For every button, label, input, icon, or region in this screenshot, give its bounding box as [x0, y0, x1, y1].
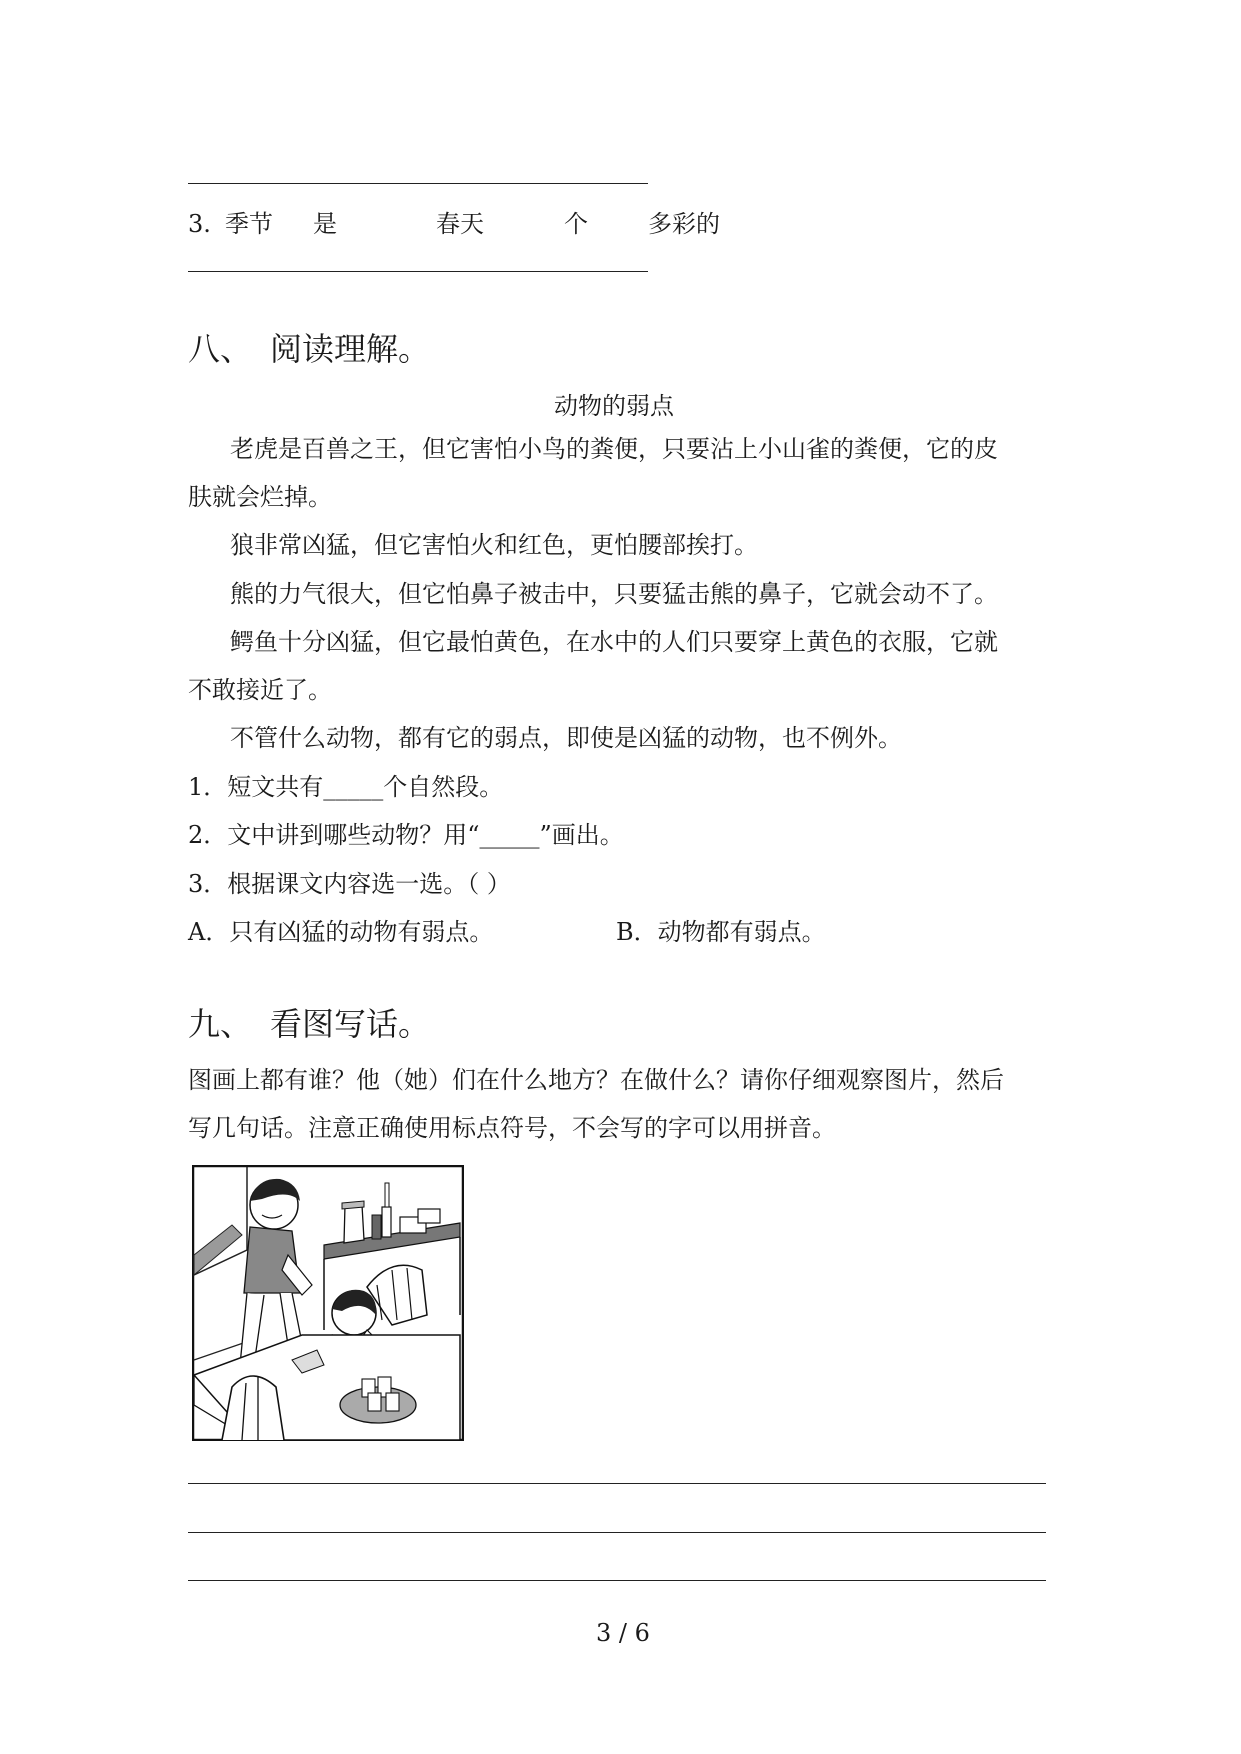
- passage-paragraph: 老虎是百兽之王，但它害怕小鸟的粪便，只要沾上小山雀的粪便，它的皮: [230, 435, 998, 463]
- instruction-line: 图画上都有谁？他（她）们在什么地方？在做什么？请你仔细观察图片，然后: [188, 1066, 1004, 1094]
- passage-paragraph: 不敢接近了。: [188, 676, 332, 704]
- answer-line: [188, 183, 648, 184]
- word-block: 春天: [436, 210, 484, 238]
- writing-line: [188, 1483, 1046, 1484]
- instruction-line: 写几句话。注意正确使用标点符号，不会写的字可以用拼音。: [188, 1114, 836, 1142]
- page-number: 3 / 6: [596, 1619, 650, 1647]
- section8-heading-number: 八、: [188, 330, 253, 368]
- word-block: 季节: [225, 210, 273, 238]
- passage-paragraph: 鳄鱼十分凶猛，但它最怕黄色，在水中的人们只要穿上黄色的衣服，它就: [230, 628, 998, 656]
- picture-illustration: [192, 1165, 464, 1441]
- passage-paragraph: 不管什么动物，都有它的弱点，即使是凶猛的动物，也不例外。: [230, 724, 902, 752]
- section9-heading-number: 九、: [188, 1005, 253, 1043]
- word-block: 多彩的: [648, 210, 720, 238]
- option-b: B．动物都有弱点。: [616, 918, 826, 946]
- question: 3．根据课文内容选一选。（ ）: [188, 870, 511, 898]
- section8-heading: 阅读理解。: [270, 330, 431, 368]
- section9-heading: 看图写话。: [270, 1005, 431, 1043]
- q7-item3-number: 3.: [188, 210, 211, 238]
- writing-line: [188, 1532, 1046, 1533]
- writing-line: [188, 1580, 1046, 1581]
- question: 1．短文共有_____个自然段。: [188, 773, 504, 801]
- passage-paragraph: 熊的力气很大，但它怕鼻子被击中，只要猛击熊的鼻子，它就会动不了。: [230, 580, 998, 608]
- option-a: A．只有凶猛的动物有弱点。: [188, 918, 494, 946]
- answer-line: [188, 271, 648, 272]
- word-block: 个: [564, 210, 588, 238]
- word-block: 是: [313, 210, 337, 238]
- passage-paragraph: 狼非常凶猛，但它害怕火和红色，更怕腰部挨打。: [230, 531, 758, 559]
- question: 2．文中讲到哪些动物？用“_____”画出。: [188, 821, 624, 849]
- passage-paragraph: 肤就会烂掉。: [188, 483, 332, 511]
- passage-title: 动物的弱点: [554, 392, 674, 420]
